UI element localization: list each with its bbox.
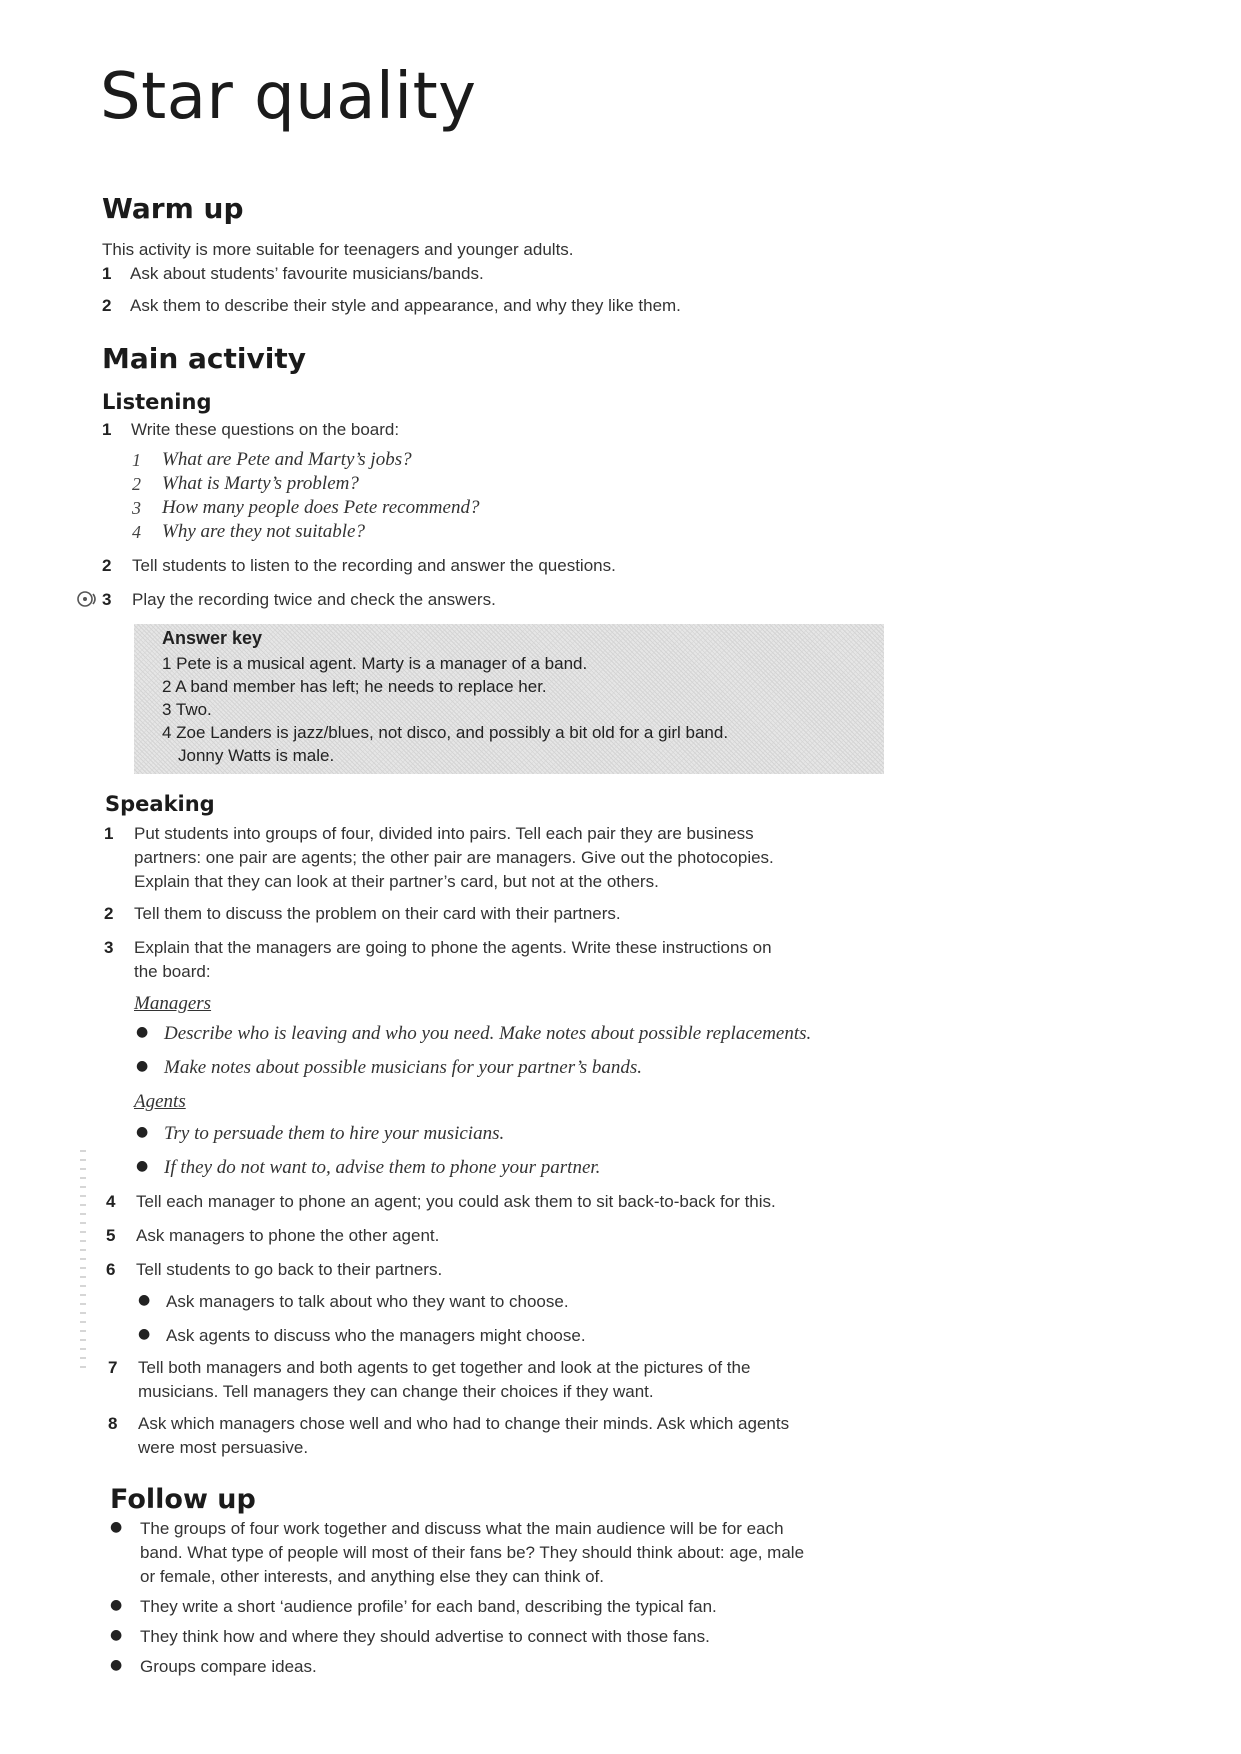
managers-item: Make notes about possible musicians for your partner’s bands. — [164, 1057, 642, 1078]
agents-item: Try to persuade them to hire your musicians. — [164, 1123, 505, 1144]
listening-step-text: Play the recording twice and check the answers. — [132, 590, 496, 609]
listening-step-number: 1 — [102, 420, 112, 439]
follow-up-line: band. What type of people will most of their fans be? They should think about: age, male — [140, 1543, 805, 1562]
bullet-icon: ● — [138, 1326, 151, 1342]
bullet-icon: ● — [138, 1292, 151, 1308]
step6-item: Ask managers to talk about who they want to choose. — [166, 1292, 569, 1311]
warm-up-step-text: Ask about students’ favourite musicians/bands. — [130, 264, 484, 283]
question-number: 3 — [132, 498, 141, 518]
follow-up-item: They think how and where they should advertise to connect with those fans. — [140, 1627, 710, 1646]
speaking-step-text: Tell each manager to phone an agent; you could ask them to sit back-to-back for this. — [136, 1192, 776, 1211]
speaking-step-number: 2 — [104, 904, 114, 923]
speaking-step-text: Tell students to go back to their partners. — [136, 1260, 443, 1279]
speaking-step-line: Explain that the managers are going to phone the agents. Write these instructions on — [134, 938, 772, 957]
bullet-icon: ● — [136, 1024, 149, 1040]
question-text: What are Pete and Marty’s jobs? — [162, 449, 412, 470]
speaking-step-line: Explain that they can look at their partner’s card, but not at the others. — [134, 872, 659, 891]
speaking-step-line: Tell both managers and both agents to get together and look at the pictures of the — [138, 1358, 751, 1377]
bullet-icon: ● — [110, 1597, 123, 1613]
audio-cd-icon — [76, 586, 100, 612]
speaking-step-line: Put students into groups of four, divided into pairs. Tell each pair they are business — [134, 824, 754, 843]
answer-key-line: 2 A band member has left; he needs to replace her. — [162, 677, 547, 696]
speaking-step-line: partners: one pair are agents; the other pair are managers. Give out the photocopies. — [134, 848, 774, 867]
speaking-step-number: 4 — [106, 1192, 116, 1211]
bullet-icon: ● — [110, 1657, 123, 1673]
listening-heading: Listening — [102, 390, 212, 414]
listening-step-text: Tell students to listen to the recording and answer the questions. — [132, 556, 616, 575]
bullet-icon: ● — [136, 1158, 149, 1174]
bullet-icon: ● — [110, 1627, 123, 1643]
agents-label: Agents — [134, 1091, 186, 1112]
main-activity-heading: Main activity — [102, 342, 306, 375]
answer-key-title: Answer key — [162, 628, 263, 648]
warm-up-intro: This activity is more suitable for teenagers and younger adults. — [102, 240, 574, 259]
answer-key-line: Jonny Watts is male. — [178, 746, 335, 765]
speaking-step-number: 1 — [104, 824, 114, 843]
speaking-step-text: Tell them to discuss the problem on their card with their partners. — [134, 904, 621, 923]
page-title: Star quality — [100, 60, 477, 134]
warm-up-heading: Warm up — [102, 192, 244, 225]
question-number: 4 — [132, 522, 141, 542]
step6-item: Ask agents to discuss who the managers might choose. — [166, 1326, 586, 1345]
margin-scan-marks — [80, 1150, 86, 1370]
bullet-icon: ● — [136, 1058, 149, 1074]
speaking-step-line: the board: — [134, 962, 211, 981]
bullet-icon: ● — [110, 1519, 123, 1535]
warm-up-step-text: Ask them to describe their style and appearance, and why they like them. — [130, 296, 681, 315]
follow-up-line: The groups of four work together and discuss what the main audience will be for each — [140, 1519, 784, 1538]
listening-step-number: 3 — [102, 590, 112, 609]
speaking-step-number: 8 — [108, 1414, 118, 1433]
bullet-icon: ● — [136, 1124, 149, 1140]
speaking-step-number: 7 — [108, 1358, 118, 1377]
answer-key-line: 1 Pete is a musical agent. Marty is a manager of a band. — [162, 654, 588, 673]
speaking-step-number: 5 — [106, 1226, 116, 1245]
speaking-step-number: 6 — [106, 1260, 116, 1279]
listening-step-text: Write these questions on the board: — [131, 420, 400, 439]
question-number: 2 — [132, 474, 141, 494]
agents-item: If they do not want to, advise them to phone your partner. — [164, 1157, 601, 1178]
follow-up-line: or female, other interests, and anything else they can think of. — [140, 1567, 604, 1586]
speaking-step-number: 3 — [104, 938, 114, 957]
speaking-step-text: Ask managers to phone the other agent. — [136, 1226, 440, 1245]
question-text: Why are they not suitable? — [162, 521, 365, 542]
question-number: 1 — [132, 450, 141, 470]
follow-up-heading: Follow up — [110, 1484, 256, 1515]
question-text: How many people does Pete recommend? — [162, 497, 480, 518]
listening-step-number: 2 — [102, 556, 112, 575]
speaking-step-line: Ask which managers chose well and who had to change their minds. Ask which agents — [138, 1414, 790, 1433]
speaking-step-line: musicians. Tell managers they can change their choices if they want. — [138, 1382, 654, 1401]
managers-item: Describe who is leaving and who you need. Make notes about possible replacements. — [164, 1023, 812, 1044]
warm-up-step-number: 2 — [102, 296, 112, 315]
speaking-heading: Speaking — [105, 792, 215, 816]
answer-key-line: 4 Zoe Landers is jazz/blues, not disco, and possibly a bit old for a girl band. — [162, 723, 729, 742]
warm-up-step-number: 1 — [102, 264, 112, 283]
answer-key-line: 3 Two. — [162, 700, 212, 719]
follow-up-item: They write a short ‘audience profile’ for each band, describing the typical fan. — [140, 1597, 717, 1616]
managers-label: Managers — [134, 993, 212, 1014]
follow-up-item: Groups compare ideas. — [140, 1657, 317, 1676]
question-text: What is Marty’s problem? — [162, 473, 359, 494]
speaking-step-line: were most persuasive. — [138, 1438, 309, 1457]
